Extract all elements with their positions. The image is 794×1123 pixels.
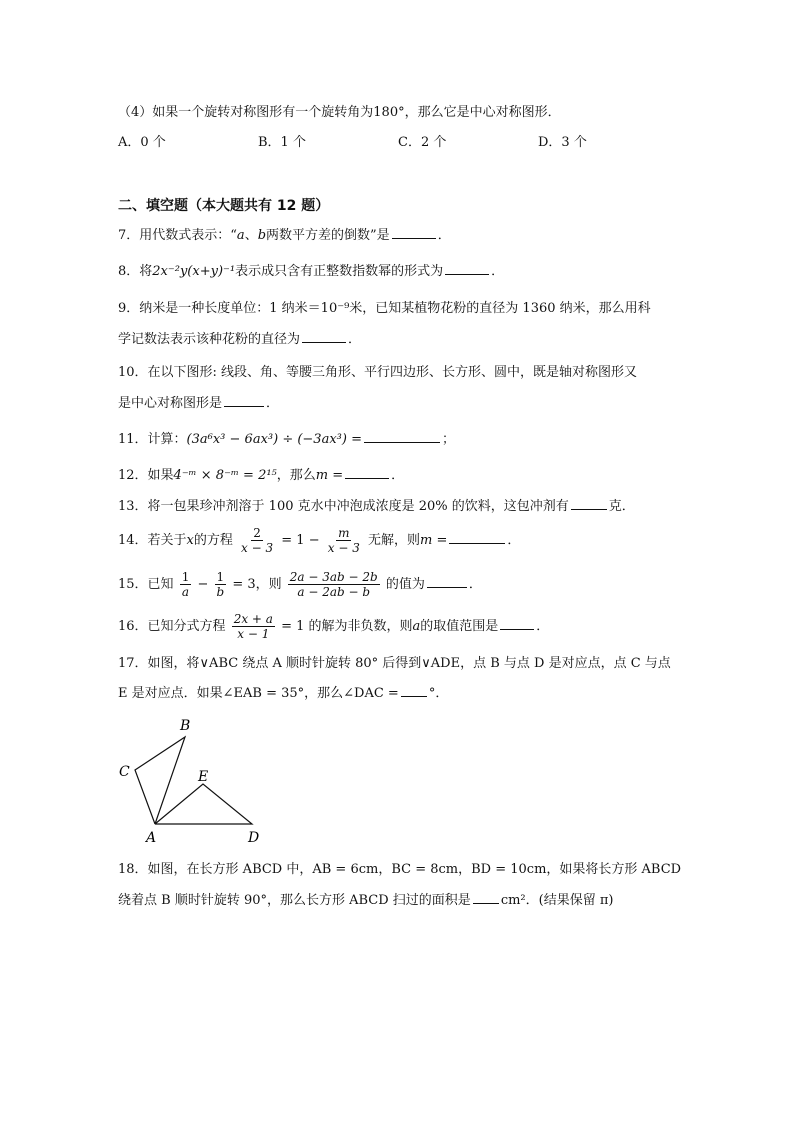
label-e: E — [198, 769, 209, 785]
options-row — [118, 133, 678, 153]
label-d: D — [248, 830, 260, 846]
question-6-statement-4: （4）如果一个旋转对称图形有一个旋转角为180°，那么它是中心对称图形． — [118, 105, 561, 120]
label-a: A — [146, 830, 157, 846]
answer-blank — [571, 497, 607, 510]
question-10-line1: 10．在以下图形: 线段、角、等腰三角形、平行四边形、长方形、圆中，既是轴对称图形又 — [118, 365, 638, 380]
question-11: 11．计算：(3a⁶x³ − 6ax³) ÷ (−3ax³) = ； — [118, 432, 455, 447]
fraction: $\frac{2}{x - 3}$ — [241, 526, 274, 555]
fraction: $\frac{1}{a}$ — [181, 570, 190, 599]
triangle-abc — [135, 737, 185, 824]
fraction: $\frac{1}{b}$ — [216, 570, 225, 599]
question-12: 12．如果4⁻ᵐ × 8⁻ᵐ = 2¹⁵，那么m = ． — [118, 468, 405, 483]
fraction: $\frac{2x + a}{x - 1}$ — [233, 612, 273, 641]
question-14: 14．若关于x的方程 $\frac{2}{x - 3}$ = 1 − $\frac{m}{x - 3}$ 无解，则m = ． — [118, 526, 521, 555]
answer-blank — [224, 394, 264, 407]
question-17-line1: 17．如图，将∨ABC 绕点 A 顺时针旋转 80° 后得到∨ADE，点 B 与点 D 是对应点，点 C 与点 — [118, 656, 671, 671]
answer-blank — [302, 330, 346, 343]
answer-blank — [364, 430, 440, 443]
section-title: 二、填空题（本大题共有 12 题） — [118, 198, 330, 214]
answer-blank — [345, 466, 389, 479]
answer-blank — [500, 617, 534, 630]
question-18-line2: 绕着点 B 顺时针旋转 90°，那么长方形 ABCD 扫过的面积是 cm²．(结果保留 π) — [118, 893, 614, 908]
option-d: D．3 个 — [538, 135, 587, 150]
question-9-line2: 学记数法表示该种花粉的直径为 ． — [118, 332, 362, 347]
answer-blank — [445, 262, 489, 275]
triangle-ade — [155, 784, 252, 824]
question-7: 7．用代数式表示：“a、b两数平方差的倒数”是 ． — [118, 228, 451, 243]
label-b: B — [180, 718, 191, 734]
question-9-line1: 9．纳米是一种长度单位：1 纳米＝10⁻⁹米，已知某植物花粉的直径为 1360 纳米，那么用科 — [118, 301, 651, 316]
question-13: 13．将一包果珍冲剂溶于 100 克水中冲泡成浓度是 20% 的饮料，这包冲剂有 克． — [118, 499, 635, 514]
label-c: C — [119, 764, 130, 780]
question-10-line2: 是中心对称图形是 ． — [118, 396, 280, 411]
question-16: 16．已知分式方程 $\frac{2x + a}{x - 1}$ = 1 的解为非负数，则a的取值范围是 ． — [118, 612, 550, 641]
option-a: A．0 个 — [118, 135, 166, 150]
rotation-figure — [110, 712, 270, 847]
fraction: $\frac{2a - 3ab - 2b}{a - 2ab - b}$ — [289, 570, 378, 599]
answer-blank — [392, 226, 436, 239]
question-8: 8．将2x⁻²y(x+y)⁻¹表示成只含有正整数指数幂的形式为 ． — [118, 264, 505, 279]
option-b: B．1 个 — [258, 135, 306, 150]
option-c: C．2 个 — [398, 135, 447, 150]
answer-blank — [449, 531, 505, 544]
question-18-line1: 18．如图，在长方形 ABCD 中，AB = 6cm，BC = 8cm，BD = 10cm，如果将长方形 ABCD — [118, 862, 682, 877]
fraction: $\frac{m}{x - 3}$ — [327, 526, 360, 555]
question-15: 15．已知 $\frac{1}{a}$ − $\frac{1}{b}$ = 3，则 $\frac{2a - 3ab - 2b}{a - 2ab - b}$ 的值为 ． — [118, 570, 482, 599]
answer-blank — [473, 891, 499, 904]
answer-blank — [401, 684, 427, 697]
question-17-line2: E 是对应点．如果∠EAB = 35°，那么∠DAC = °． — [118, 686, 449, 701]
answer-blank — [427, 575, 467, 588]
